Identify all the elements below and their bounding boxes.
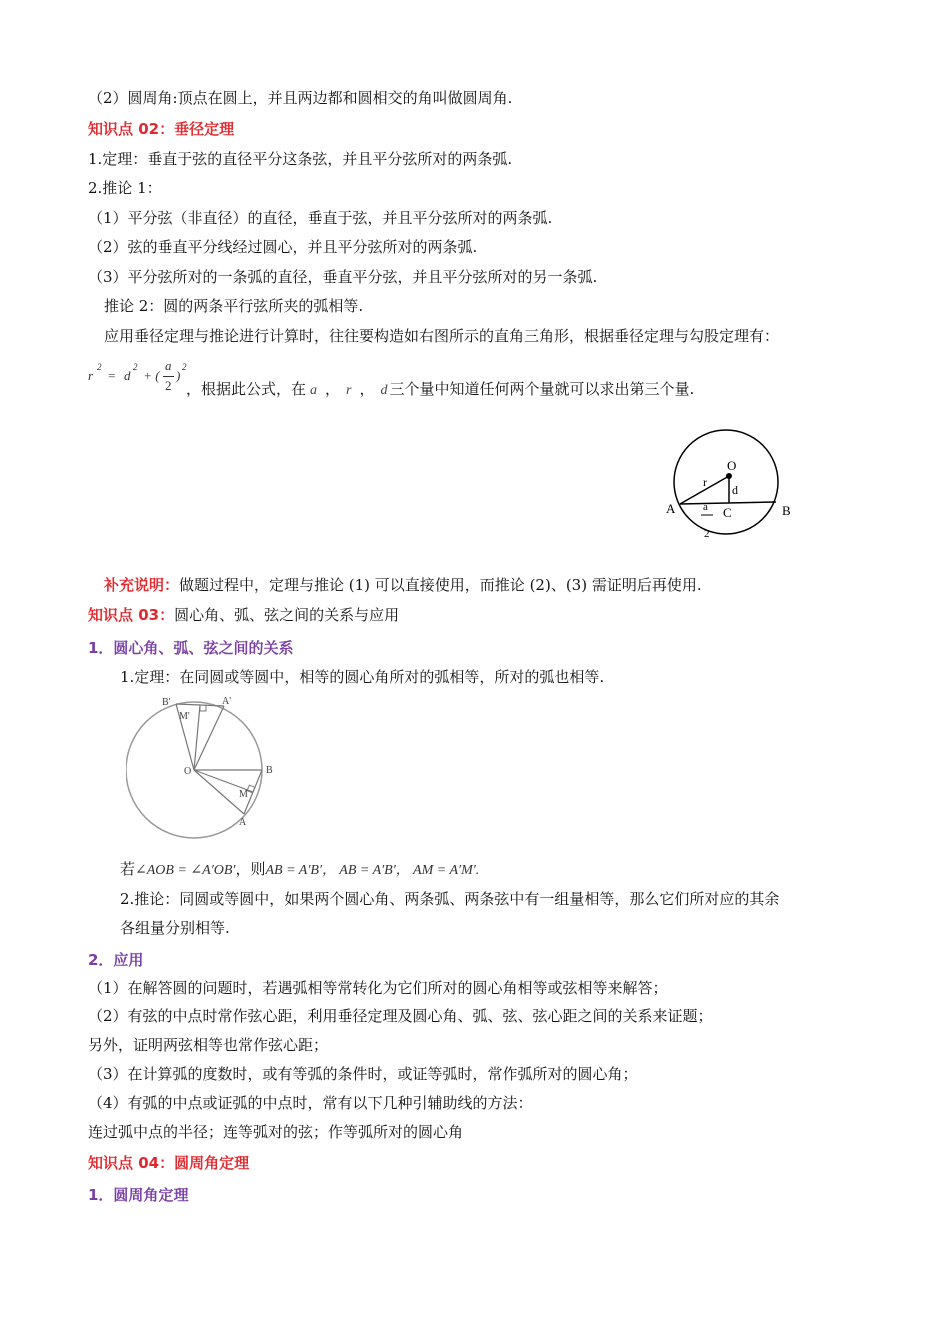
- formula-text: ，根据此公式，在: [186, 380, 307, 398]
- supplement-note: [104, 574, 702, 596]
- text-line: 应用垂径定理与推论进行计算时，往往要构造如右图所示的直角三角形，根据垂径定理与勾股定理有：: [104, 327, 780, 345]
- text-line: （2）有弦的中点时常作弦心距，利用垂径定理及圆心角、弧、弦、弦心距之间的关系来证题；: [88, 1007, 713, 1025]
- label-b: B: [266, 765, 273, 776]
- supplement-label: 补充说明：: [104, 576, 180, 594]
- label-m: M: [239, 789, 248, 800]
- supplement-text: 做题过程中，定理与推论 (1) 可以直接使用，而推论 (2)、(3) 需证明后再使用.: [179, 576, 702, 594]
- if-word: 若: [120, 860, 136, 878]
- section-heading-kp03: [88, 604, 399, 626]
- figure-central-angles: [126, 692, 286, 842]
- text-line: 推论 2：圆的两条平行弦所夹的弧相等.: [104, 297, 364, 315]
- text-line: 2.推论 1：: [88, 179, 162, 197]
- text-line: （4）有弧的中点或证弧的中点时，常有以下几种引辅助线的方法：: [88, 1094, 533, 1112]
- formula-sentence: ，根据此公式，在 a ， r ， d 三个量中知道任何两个量就可以求出第三个量.: [186, 380, 695, 398]
- section-heading-kp04: 知识点 04：圆周角定理: [88, 1154, 250, 1172]
- text-line: 1.定理：在同圆或等圆中，相等的圆心角所对的弧相等，所对的弧也相等.: [120, 668, 605, 686]
- right-angle-mark: [200, 705, 206, 711]
- label-b: B: [782, 503, 791, 518]
- text-line: （3）平分弦所对的一条弧的直径，垂直平分弦，并且平分弦所对的另一条弧.: [88, 268, 598, 286]
- text-line: （1）平分弦（非直径）的直径，垂直于弦，并且平分弦所对的两条弧.: [88, 209, 553, 227]
- subheading: 1．圆周角定理: [88, 1186, 189, 1204]
- section-heading-kp02: 知识点 02：垂径定理: [88, 120, 235, 138]
- formula-plus: + (: [140, 368, 160, 383]
- subheading: 2．应用: [88, 951, 144, 969]
- label-half-2: 2: [704, 528, 710, 540]
- label-b-prime: B': [162, 697, 171, 708]
- formula-den: 2: [165, 378, 172, 393]
- formula-close: ): [176, 368, 181, 383]
- formula-r: r: [88, 368, 94, 383]
- var-a: a: [310, 383, 318, 398]
- formula-exp: 2: [97, 362, 102, 372]
- label-o: O: [727, 458, 737, 473]
- chord-ab: [680, 502, 776, 504]
- then-word: ，则: [235, 860, 266, 878]
- text-line: 另外，证明两弦相等也常作弦心距；: [88, 1036, 329, 1054]
- var-d: d: [380, 383, 388, 398]
- formula-num: a: [165, 358, 172, 373]
- then-expression: AB = A′B′， AB = A′B′， AM = A′M′.: [265, 863, 480, 878]
- label-d: d: [732, 483, 738, 497]
- formula-tail: 三个量中知道任何两个量就可以求出第三个量.: [389, 380, 695, 398]
- label-r: r: [703, 475, 707, 489]
- subheading: 1．圆心角、弧、弦之间的关系: [88, 639, 294, 657]
- label-a: A: [666, 501, 676, 516]
- formula-exp: 2: [182, 362, 187, 372]
- formula-exp: 2: [133, 362, 138, 372]
- kp03-text: 圆心角、弧、弦之间的关系与应用: [174, 606, 400, 624]
- text-line: 2.推论：同圆或等圆中，如果两个圆心角、两条弧、两条弦中有一组量相等，那么它们所对应的其余: [120, 890, 780, 908]
- figure-chord-circle: [662, 418, 852, 558]
- var-r: r: [346, 383, 352, 398]
- radius-oa: [194, 770, 244, 814]
- formula-d: d: [124, 368, 131, 383]
- text-line: （2）圆周角:顶点在圆上，并且两边都和圆相交的角叫做圆周角.: [88, 89, 513, 107]
- text-line: 各组量分别相等.: [120, 919, 230, 937]
- label-a: A: [239, 817, 247, 828]
- text-line: 连过弧中点的半径；连等弧对的弦；作等弧所对的圆心角: [88, 1123, 464, 1141]
- label-m-prime: M': [179, 711, 190, 722]
- if-then-line: [120, 858, 479, 882]
- label-c: C: [723, 505, 732, 520]
- center-point: [726, 473, 732, 479]
- text-line: （1）在解答圆的问题时，若遇弧相等常转化为它们所对的圆心角相等或弦相等来解答；: [88, 979, 668, 997]
- text-line: （3）在计算弧的度数时，或有等弧的条件时，或证等弧时，常作弧所对的圆心角；: [88, 1065, 638, 1083]
- formula-eq: =: [104, 368, 120, 383]
- text-line: 1.定理：垂直于弦的直径平分这条弦，并且平分弦所对的两条弧.: [88, 150, 513, 168]
- label-half-a: a: [703, 501, 708, 513]
- fraction-bar: [163, 376, 174, 377]
- label-a-prime: A': [222, 696, 232, 707]
- label-o: O: [184, 766, 192, 777]
- kp03-label: 知识点 03：: [88, 606, 175, 624]
- text-line: （2）弦的垂直平分线经过圆心，并且平分弦所对的两条弧.: [88, 238, 478, 256]
- if-expression: ∠AOB = ∠A′OB′: [135, 863, 236, 878]
